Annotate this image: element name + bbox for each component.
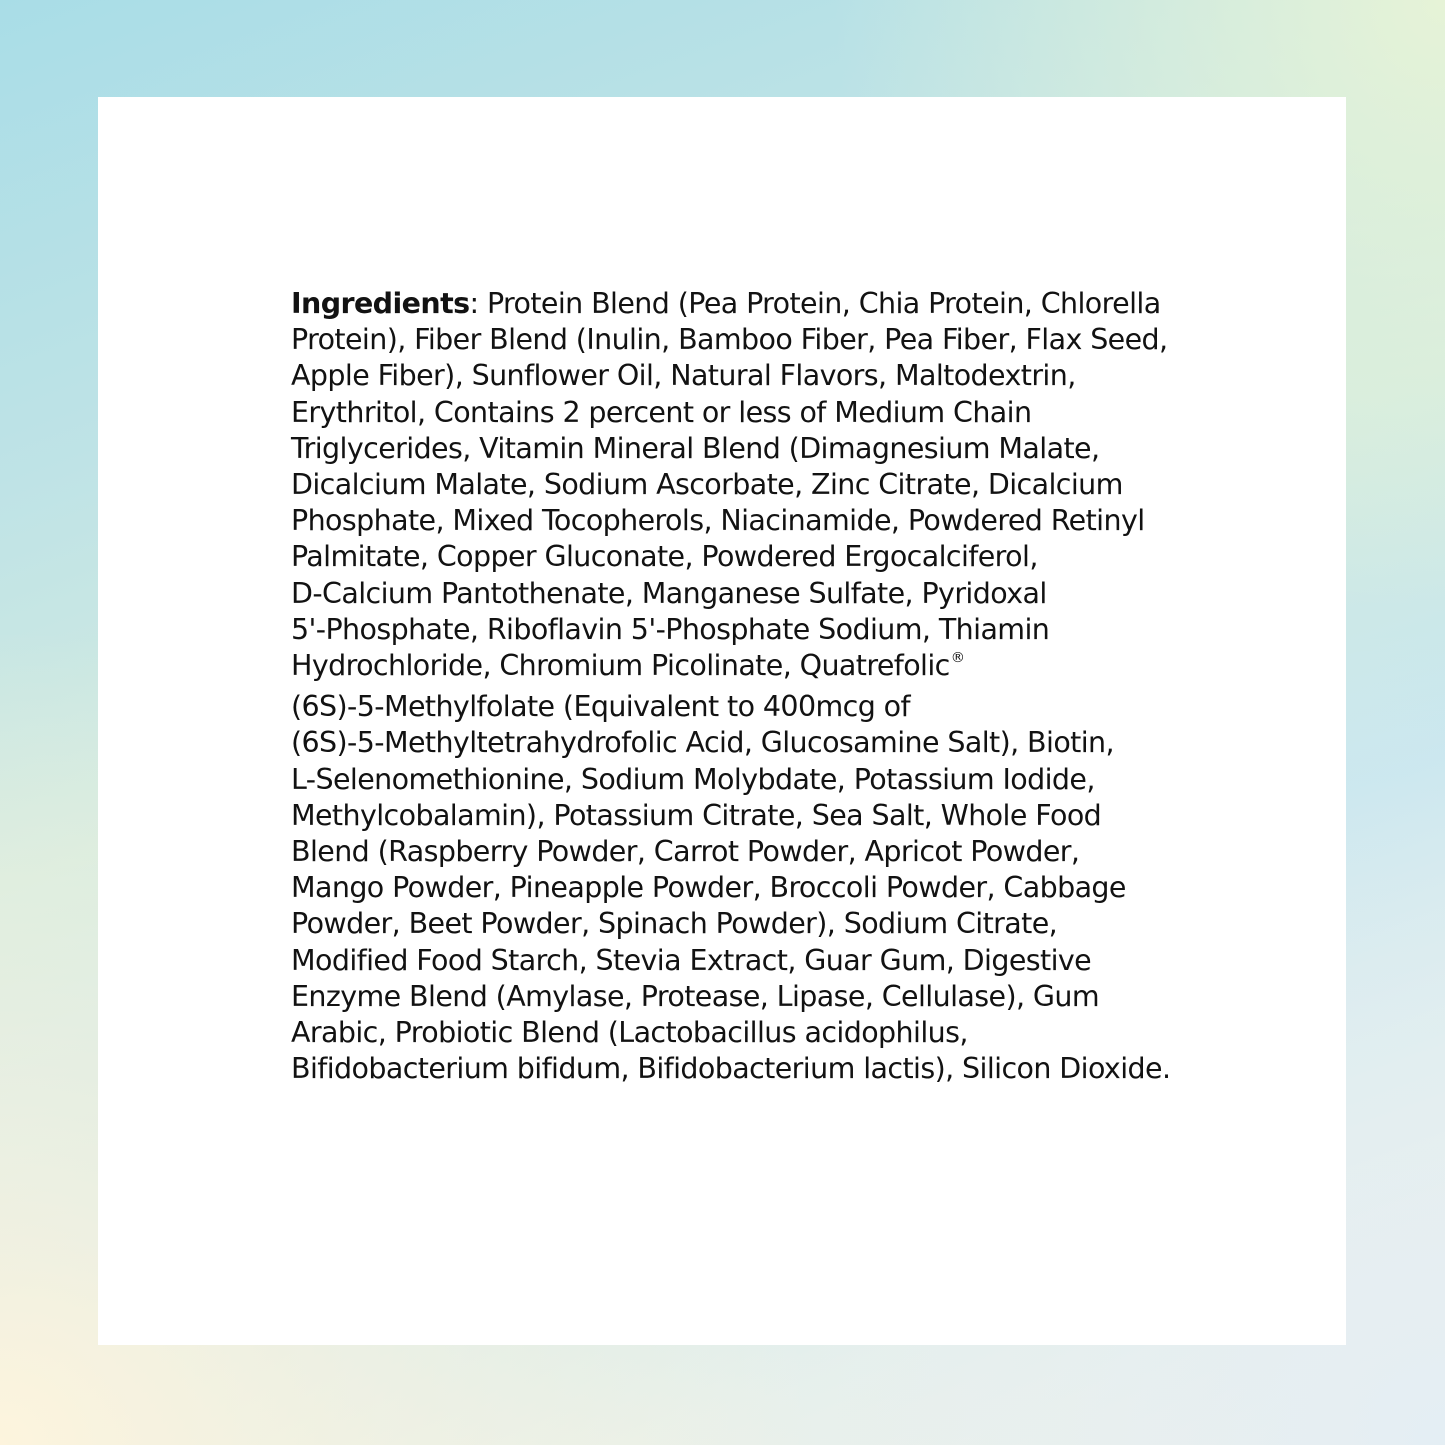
ingredients-label: Ingredients [291, 287, 470, 320]
ingredients-line: Phosphate, Mixed Tocopherols, Niacinamide, Powdered Retinyl [291, 504, 1145, 538]
ingredients-line: Methylcobalamin), Potassium Citrate, Sea Salt, Whole Food [291, 798, 1102, 832]
ingredients-line: Mango Powder, Pineapple Powder, Broccoli Powder, Cabbage [291, 871, 1126, 905]
ingredients-line: Powder, Beet Powder, Spinach Powder), Sodium Citrate, [291, 907, 1058, 941]
ingredients-line: Apple Fiber), Sunflower Oil, Natural Flavors, Maltodextrin, [291, 359, 1076, 393]
ingredients-line-text: Protein Blend (Pea Protein, Chia Protein, Chlorella [478, 287, 1161, 320]
ingredients-label-separator: : [469, 287, 479, 320]
ingredients-line: Palmitate, Copper Gluconate, Powdered Ergocalciferol, [291, 540, 1038, 574]
ingredients-line: Enzyme Blend (Amylase, Protease, Lipase, Cellulase), Gum [291, 979, 1099, 1013]
ingredients-text [291, 286, 1251, 1087]
ingredients-line: Triglycerides, Vitamin Mineral Blend (Dimagnesium Malate, [291, 431, 1100, 465]
ingredients-line: 5'-Phosphate, Riboflavin 5'-Phosphate Sodium, Thiamin [291, 612, 1050, 646]
ingredients-line: Bifidobacterium bifidum, Bifidobacterium lactis), Silicon Dioxide. [291, 1052, 1171, 1086]
registered-trademark-symbol: ® [950, 650, 965, 667]
ingredients-line: (6S)-5-Methylfolate (Equivalent to 400mcg of [291, 690, 910, 724]
ingredients-line [291, 648, 1251, 689]
ingredients-line: Protein), Fiber Blend (Inulin, Bamboo Fiber, Pea Fiber, Flax Seed, [291, 323, 1168, 357]
ingredients-line: Dicalcium Malate, Sodium Ascorbate, Zinc Citrate, Dicalcium [291, 468, 1123, 502]
ingredients-line: Blend (Raspberry Powder, Carrot Powder, Apricot Powder, [291, 835, 1080, 869]
ingredients-line: L-Selenomethionine, Sodium Molybdate, Potassium Iodide, [291, 762, 1095, 796]
ingredients-line: D-Calcium Pantothenate, Manganese Sulfate, Pyridoxal [291, 576, 1047, 610]
ingredients-line: Arabic, Probiotic Blend (Lactobacillus acidophilus, [291, 1016, 968, 1050]
ingredients-line [291, 286, 1251, 322]
ingredients-line: Modified Food Starch, Stevia Extract, Guar Gum, Digestive [291, 943, 1092, 977]
ingredients-card [98, 97, 1346, 1345]
ingredients-line: Erythritol, Contains 2 percent or less of Medium Chain [291, 395, 1032, 429]
ingredients-line: (6S)-5-Methyltetrahydrofolic Acid, Glucosamine Salt), Biotin, [291, 726, 1114, 760]
ingredients-line-text: Hydrochloride, Chromium Picolinate, Quatrefolic [291, 649, 950, 683]
